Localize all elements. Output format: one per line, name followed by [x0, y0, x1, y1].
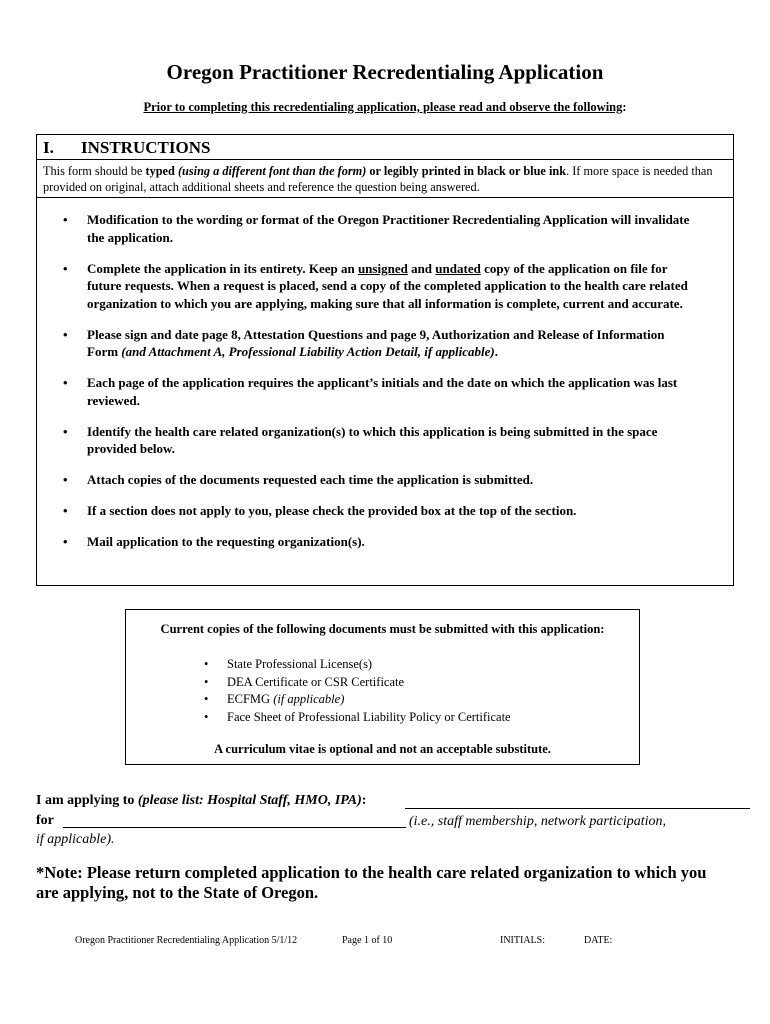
- footer-form-name: Oregon Practitioner Recredentialing Application 5/1/12: [75, 935, 298, 946]
- footer-date: DATE:: [584, 935, 613, 946]
- bullet-icon: •: [204, 709, 209, 724]
- bullet-icon: •: [63, 534, 68, 549]
- unsigned-emphasis: unsigned: [357, 260, 408, 276]
- list-item-text: DEA Certificate or CSR Certificate: [227, 674, 405, 689]
- instructions-intro: [43, 163, 729, 195]
- instructions-list: [55, 211, 695, 564]
- list-item-text: Please sign and date page 8, Attestation Questions and page 9, Authorization and Release of Information Form: [87, 326, 665, 359]
- applying-label-text: I am applying to: [36, 793, 138, 808]
- list-item: [204, 674, 511, 692]
- applying-to-label: [36, 793, 366, 809]
- applying-to-field[interactable]: [405, 808, 750, 809]
- page-title: Oregon Practitioner Recredentialing Application: [166, 60, 604, 84]
- footer-page-number: Page 1 of 10: [342, 935, 393, 946]
- attachment-note: (and Attachment A, Professional Liability Action Detail, if applicable): [121, 344, 495, 359]
- section-heading: INSTRUCTIONS: [81, 138, 211, 157]
- intro-more-space: . If more space is needed than provided on original, attach additional sheets and reference the question being answered.: [43, 164, 713, 194]
- footer-initials: INITIALS:: [500, 935, 545, 946]
- list-item: [55, 502, 695, 520]
- list-item: [55, 260, 695, 313]
- applying-colon: :: [361, 793, 367, 808]
- list-item: [55, 326, 695, 361]
- bullet-icon: •: [204, 657, 209, 671]
- bullet-icon: •: [63, 472, 68, 487]
- for-examples-cont: if applicable).: [36, 832, 115, 847]
- list-item-text: State Professional License(s): [227, 657, 373, 671]
- instructions-header: [37, 135, 733, 160]
- bullet-icon: •: [63, 212, 68, 227]
- required-documents-heading: Current copies of the following documents must be submitted with this application:: [160, 622, 605, 636]
- for-examples: (i.e., staff membership, network participation,: [409, 814, 667, 829]
- list-item: [55, 374, 695, 409]
- list-item: [204, 691, 511, 709]
- required-documents-list: [204, 656, 511, 726]
- if-applicable-note: (if applicable): [273, 692, 345, 706]
- section-number: I.: [43, 138, 54, 157]
- list-item-text: Identify the health care related organization(s) to which this application is being submitted in the space provided below.: [87, 423, 658, 456]
- list-item-text: Mail application to the requesting organization(s).: [87, 534, 365, 549]
- intro-text: This form should be: [43, 164, 146, 178]
- intro-ink-note: or legibly printed in black or blue ink: [366, 164, 567, 178]
- list-item: [55, 533, 695, 551]
- page-subtitle: [0, 100, 770, 115]
- list-item-text: .: [494, 344, 498, 359]
- bullet-icon: •: [63, 260, 68, 276]
- intro-typed: typed: [145, 164, 178, 178]
- bullet-icon: •: [204, 692, 209, 706]
- list-item-text: Each page of the application requires the applicant’s initials and the date on which the application was last reviewed.: [87, 375, 678, 408]
- bullet-icon: •: [63, 375, 68, 390]
- for-label: for: [36, 813, 54, 828]
- list-item-text: copy of the application on file for future requests. When a request is placed, send a copy of the completed application to the health care related organization to which you are applying, making sure that all information is complete, current and accurate.: [87, 260, 688, 311]
- bullet-icon: •: [63, 503, 68, 518]
- list-item-text: Attach copies of the documents requested each time the application is submitted.: [87, 472, 534, 487]
- list-item-text: ECFMG: [227, 692, 274, 706]
- required-documents-box: [125, 609, 640, 765]
- applying-examples: (please list: Hospital Staff, HMO, IPA): [137, 793, 362, 808]
- list-item-text: Modification to the wording or format of the Oregon Practitioner Recredentialing Application will invalidate the application.: [87, 212, 690, 245]
- cv-note: A curriculum vitae is optional and not an acceptable substitute.: [214, 742, 551, 756]
- list-item: [55, 471, 695, 489]
- list-item-text: Face Sheet of Professional Liability Policy or Certificate: [227, 709, 511, 724]
- list-item-text: Complete the application in its entirety. Keep an: [87, 260, 358, 276]
- bullet-icon: •: [63, 423, 68, 439]
- bullet-icon: •: [204, 674, 209, 689]
- for-field[interactable]: [63, 827, 406, 828]
- list-item-text: and: [407, 260, 436, 276]
- list-item: [55, 211, 695, 246]
- return-note: *Note: Please return completed application to the health care related organization to which you are applying, not to the State of Oregon.: [36, 863, 707, 902]
- bullet-icon: •: [63, 326, 68, 342]
- list-item: [204, 656, 511, 674]
- instructions-section: [36, 134, 734, 586]
- list-item: [204, 709, 511, 727]
- undated-emphasis: undated: [435, 260, 481, 276]
- list-item: [55, 423, 695, 458]
- intro-font-note: (using a different font than the form): [177, 164, 367, 178]
- divider: [37, 197, 733, 198]
- list-item-text: If a section does not apply to you, please check the provided box at the top of the section.: [87, 503, 577, 518]
- subtitle-colon: :: [622, 100, 627, 114]
- subtitle-text: Prior to completing this recredentialing application, please read and observe the following: [143, 100, 623, 114]
